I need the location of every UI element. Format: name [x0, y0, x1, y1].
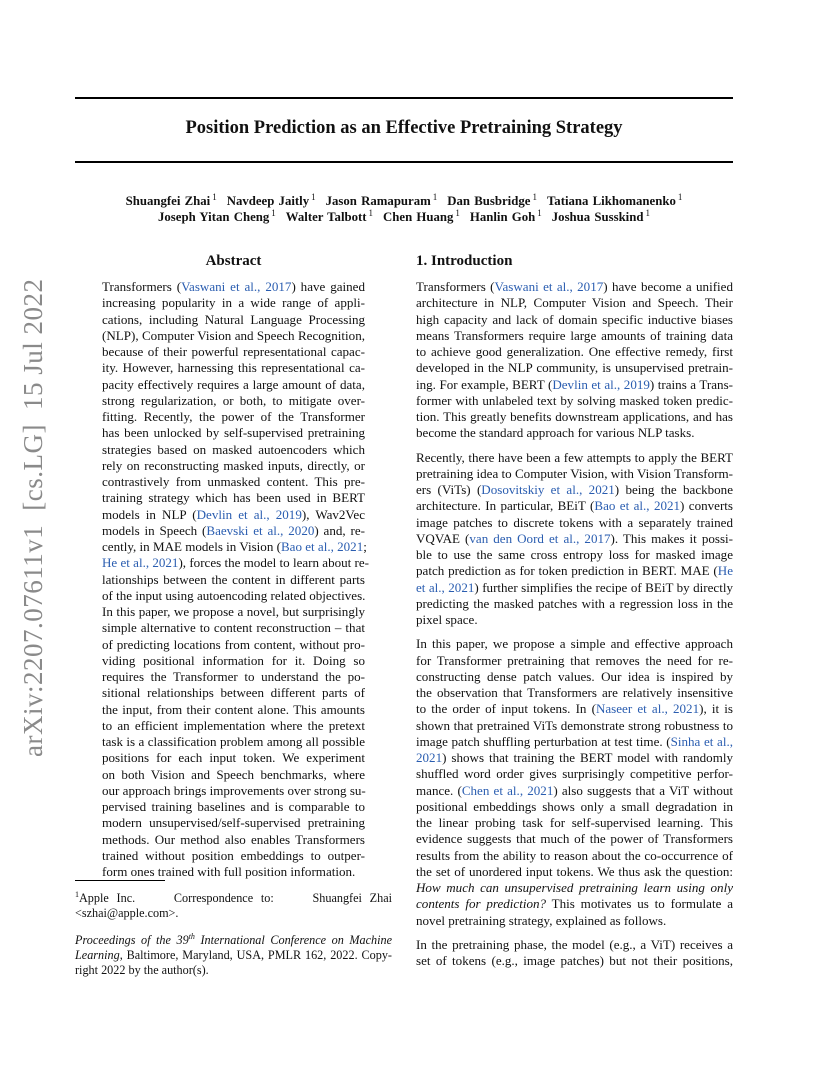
text-line: cently, in MAE models in Vision (Bao et al., 2021;	[102, 539, 367, 554]
text-line: developed in the NLP community, is unsupervised pretrain-	[416, 360, 733, 376]
author-name: Joseph Yitan Cheng $^1$	[158, 208, 276, 225]
text-line: requires the Transformer to understand the po-	[102, 669, 365, 684]
text-line: novel pretraining strategy, explained as follows.	[416, 912, 667, 928]
text-line: strategies based on masked autoencoders which	[102, 441, 365, 457]
text-line	[416, 880, 733, 896]
text-line: for Transformer pretraining that removes the need for re-	[416, 652, 733, 668]
introduction-body	[416, 279, 733, 977]
text-line: tion. This greatly benefits downstream applications, and has	[416, 409, 733, 424]
text-line: et al., 2021) further simplifies the recipe of BEiT by directly	[416, 579, 733, 595]
text-line: image patches to discrete tokens with a separately trained	[416, 514, 733, 530]
text-line: pretraining idea to Computer Vision, with Vision Transform-	[416, 465, 733, 481]
proceedings-line: Proceedings of the 39th International Conference on Machine	[75, 932, 392, 948]
text-line: lationships between the content in different parts	[102, 571, 365, 587]
text-line: fitting. Recently, the power of the Transformer	[102, 409, 365, 424]
author-name: Walter Talbott $^1$	[285, 208, 374, 225]
text-line: of predicting locations from content, without pro-	[102, 636, 365, 652]
text-line: predicting the masked patches with a regression loss in the	[416, 595, 733, 611]
paragraph	[416, 279, 733, 442]
text-line: high capacity and lack of domain specific inductive biases	[416, 311, 733, 327]
text-line: our approach brings improvements over strong su-	[102, 782, 366, 798]
author-name: Hanlin Goh $^1$	[469, 208, 542, 225]
text-line: means Transformers require large amounts of training data	[416, 327, 733, 343]
text-line: 2021) shows that training the BERT model with randomly	[416, 750, 733, 765]
citation-link[interactable]: et al., 2021	[416, 579, 475, 595]
footnote: $^1$Apple Inc. Correspondence to: Shuangfei Zhai <szhai@apple.com>.	[75, 890, 392, 921]
author-list-line-2	[75, 208, 733, 225]
text-line: pacity effectively requires a large amount of data,	[102, 376, 365, 392]
text-line: positional embeddings shows only a small degradation in	[416, 798, 733, 814]
text-line: positions for each input token. We experiment	[102, 750, 365, 766]
text-line: to achieve good generalization. One effective remedy, first	[416, 344, 733, 359]
text-line: shuffled word order gives surprisingly competitive perfor-	[416, 766, 733, 782]
text-line: Transformers (Vaswani et al., 2017) have become a unified	[416, 279, 733, 294]
text-line: In the pretraining phase, the model (e.g., a ViT) receives a	[416, 936, 733, 952]
author-name: Tatiana Likhomanenko $^1$	[546, 192, 683, 209]
text-line: the set of unordered input tokens. We thus ask the question:	[416, 863, 733, 879]
author-name: Joshua Susskind $^1$	[551, 208, 650, 225]
citation-link[interactable]: Sinha et al.,	[670, 733, 733, 749]
proceedings-line: right 2022 by the author(s).	[75, 963, 209, 978]
author-name: Shuangfei Zhai $^1$	[125, 192, 217, 209]
text-line: contrastively from unmasked content. This pre-	[102, 474, 365, 489]
text-line: contents for prediction? This motivates us to formulate a	[416, 896, 733, 912]
citation-link[interactable]: Devlin et al., 2019	[196, 506, 302, 522]
text-line: the linear probing task for self-supervised learning. This	[416, 815, 733, 830]
text-line: ble to use the same cross entropy loss for masked image	[416, 547, 733, 562]
text-line: (NLP), Computer Vision and Speech Recognition,	[102, 327, 365, 343]
text-line: the observation that Transformers are relatively insensitive	[416, 685, 733, 700]
text-line: cations, including Natural Language Processing	[102, 311, 365, 327]
paragraph	[416, 636, 733, 929]
citation-link[interactable]: He	[717, 563, 733, 579]
emphasized-text: How much can unsupervised pretraining learn using only	[416, 880, 733, 895]
text-line: training strategy which has been used in BERT	[102, 490, 365, 506]
introduction-heading: 1. Introduction	[416, 253, 513, 269]
text-line: because of their powerful representational capac-	[102, 344, 365, 359]
citation-link[interactable]: Baevski et al., 2020	[206, 522, 315, 538]
text-line: set of tokens (e.g., image patches) but not their positions,	[416, 953, 733, 968]
citation-link[interactable]: Vaswani et al., 2017	[181, 279, 292, 294]
citation-link[interactable]: Devlin et al., 2019	[552, 376, 650, 392]
text-line: form ones trained with full position information.	[102, 864, 356, 879]
text-line: former with unlabeled text by solving masked token predic-	[416, 392, 733, 408]
citation-link[interactable]: 2021	[416, 750, 443, 765]
text-line: architecture in NLP, Computer Vision and Speech. Their	[416, 295, 733, 311]
text-line: In this paper, we propose a simple and effective approach	[416, 636, 733, 652]
author-name: Dan Busbridge $^1$	[447, 192, 537, 209]
paragraph	[416, 450, 733, 629]
text-line: simple alternative to content reconstruction – that	[102, 620, 365, 636]
text-line: has been unlocked by self-supervised pretraining	[102, 425, 365, 441]
text-line: increasing popularity in a wide range of appli-	[102, 295, 365, 311]
text-line: patch prediction as for token prediction in BERT. MAE (He	[416, 563, 733, 579]
footnote-rule	[75, 880, 165, 881]
text-line: ing. For example, BERT (Devlin et al., 2019) trains a Trans-	[416, 376, 733, 392]
text-line: strong regularization, or both, to mitigate over-	[102, 392, 365, 408]
title-bottom-rule	[75, 161, 733, 163]
author-list-line-1	[75, 192, 733, 209]
text-line: shown that pretrained ViTs demonstrate strong robustness to	[416, 717, 733, 733]
text-line: viding positional information for it. Doing so	[102, 652, 365, 668]
text-line: image patch shuffling perturbation at test time. (Sinha et al.,	[416, 733, 733, 749]
text-line: results from the ability to reason about the co-occurrence of	[416, 847, 733, 863]
arxiv-stamp: arXiv:2207.07611v1[cs.LG]15 Jul 2022	[18, 278, 48, 757]
proceedings-note	[75, 929, 392, 979]
text-line: evidence suggests that much of the power of Transformers	[416, 831, 733, 847]
title-top-rule	[75, 97, 733, 99]
abstract-body	[102, 279, 370, 880]
text-line: pixel space.	[416, 612, 478, 627]
text-line: the input, from their content alone. This amounts	[102, 701, 365, 717]
author-name: Navdeep Jaitly $^1$	[226, 192, 316, 209]
text-line: on both Vision and Speech benchmarks, where	[102, 766, 365, 782]
text-line: constructing dense patch values. Our idea is inspired by	[416, 668, 733, 684]
text-line: He et al., 2021), forces the model to learn about re-	[102, 555, 370, 571]
text-line: Recently, there have been a few attempts to apply the BERT	[416, 449, 733, 465]
paper-title: Position Prediction as an Effective Pretraining Strategy	[185, 118, 623, 138]
text-line: modern unsupervised/self-supervised pretraining	[102, 815, 365, 831]
text-line: VQVAE (van den Oord et al., 2017). This makes it possi-	[416, 530, 733, 546]
text-line: In this paper, we propose a novel, but surprisingly	[102, 604, 365, 619]
text-line: sitional relationships between different parts of	[102, 685, 365, 701]
emphasized-text: contents for prediction?	[416, 896, 547, 912]
text-line: rely on reconstructing masked inputs, directly, or	[102, 457, 365, 473]
text-line: models in NLP (Devlin et al., 2019), Wav2Vec	[102, 506, 365, 522]
author-name: Jason Ramapuram $^1$	[325, 192, 438, 209]
citation-link[interactable]: Bao et al., 2021	[280, 539, 364, 554]
text-line: architecture. In particular, BEiT (Bao et al., 2021) converts	[416, 498, 733, 514]
text-line: mance. (Chen et al., 2021) also suggests that a ViT without	[416, 782, 733, 798]
paragraph	[416, 937, 733, 970]
text-line: become the standard approach for various NLP tasks.	[416, 425, 695, 441]
text-line: Transformers (Vaswani et al., 2017) have gained	[102, 279, 365, 294]
citation-link[interactable]: Vaswani et al., 2017	[494, 279, 604, 294]
citation-link[interactable]: Naseer et al., 2021	[595, 701, 700, 717]
text-line: pervised training baselines and is comparable to	[102, 799, 365, 814]
proceedings-line: Learning, Baltimore, Maryland, USA, PMLR 162, 2022. Copy-	[75, 948, 392, 963]
text-line: ers (ViTs) (Dosovitskiy et al., 2021) being the backbone	[416, 482, 734, 497]
abstract-heading: Abstract	[205, 253, 262, 269]
citation-link[interactable]: Bao et al., 2021	[594, 498, 681, 514]
text-line: to an efficient implementation where the pretext	[102, 717, 365, 733]
text-line: task is a classification problem among all possible	[102, 734, 365, 749]
citation-link[interactable]: Dosovitskiy et al., 2021	[481, 482, 615, 497]
citation-link[interactable]: He et al., 2021	[102, 555, 179, 571]
author-name: Chen Huang $^1$	[383, 208, 460, 225]
citation-link[interactable]: van den Oord et al., 2017	[469, 530, 611, 546]
text-line: to the order of input tokens. In (Naseer et al., 2021), it is	[416, 701, 733, 717]
citation-link[interactable]: Chen et al., 2021	[461, 782, 554, 798]
text-line: models in Speech (Baevski et al., 2020) and, re-	[102, 522, 365, 538]
text-line: ity. However, harnessing this representational ca-	[102, 360, 365, 376]
text-line: of the input using autoencoding related objectives.	[102, 587, 366, 603]
text-line: methods. Our method also enables Transformers	[102, 831, 365, 847]
text-line: trained without position embeddings to outper-	[102, 847, 365, 863]
